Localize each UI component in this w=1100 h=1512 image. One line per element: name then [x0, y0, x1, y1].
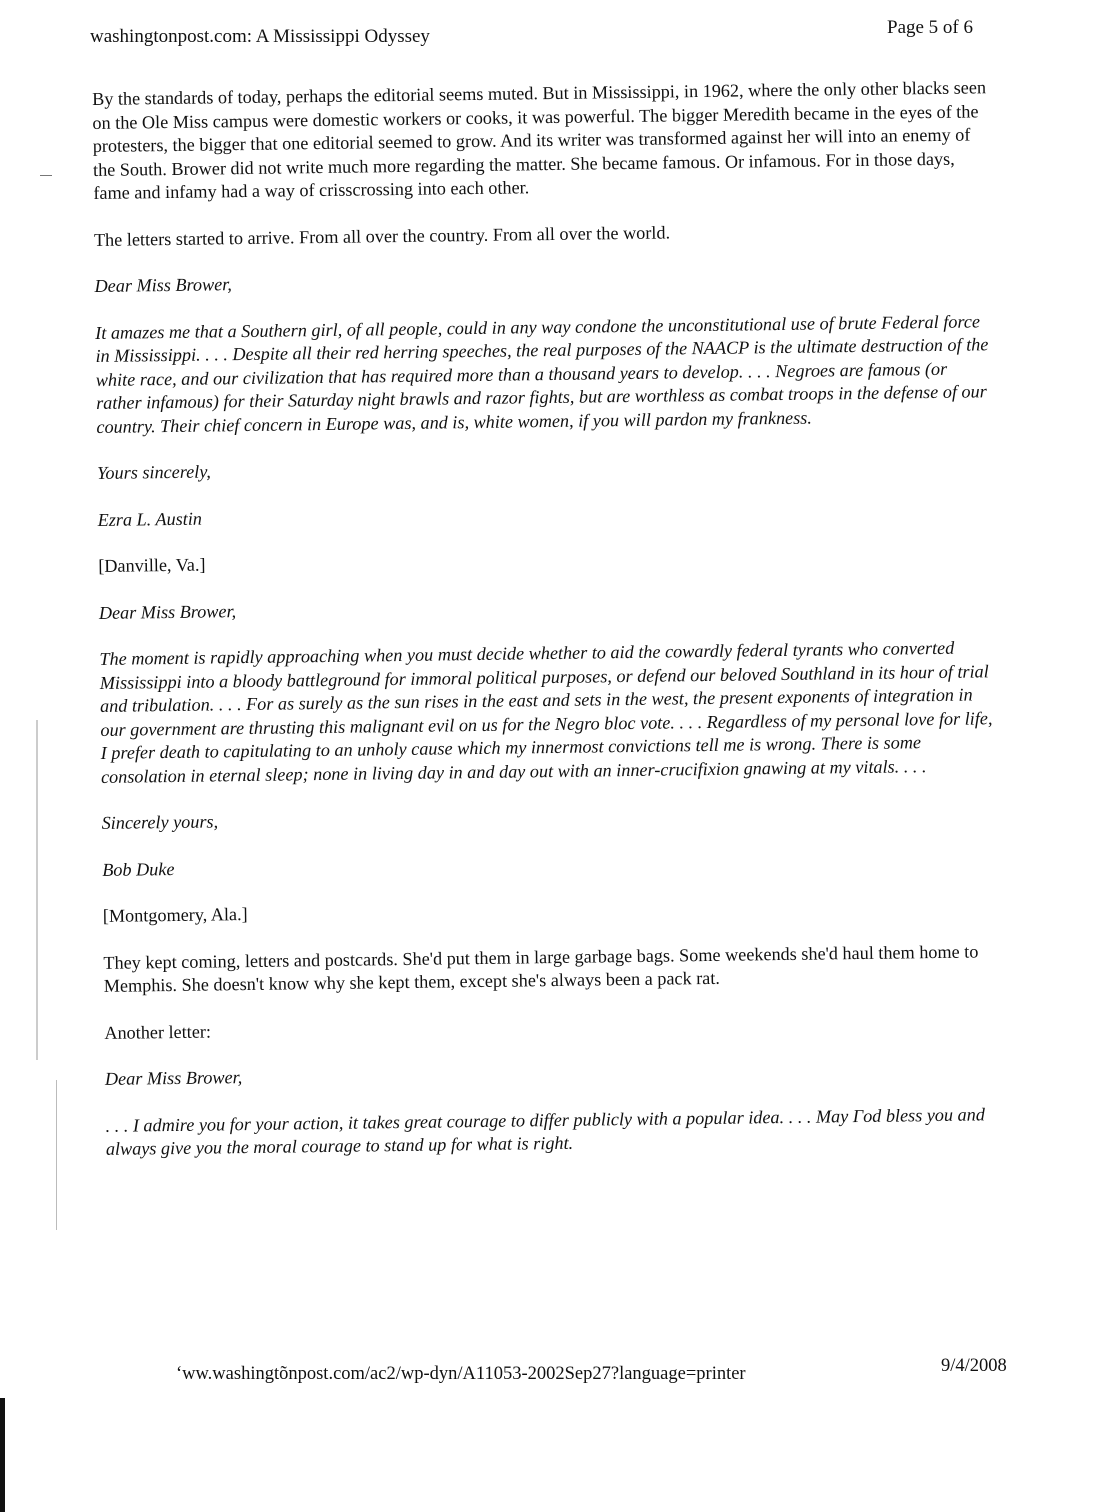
letter2-salutation: Dear Miss Brower, [98, 600, 237, 623]
letter2-place: [Montgomery, Ala.] [102, 904, 248, 926]
scan-speck [56, 1080, 57, 1230]
letter1-place: [Danville, Va.] [98, 554, 206, 576]
paragraph-kept-coming: They kept coming, letters and postcards. She'd put them in large garbage bags. Some weekends she'd haul them home to Memphis. She doesn't know why she kept them, except she's always been a pack rat. [103, 940, 979, 996]
article-body [92, 76, 1006, 1161]
letter2-text: The moment is rapidly approaching when you must decide whether to aid the cowardly federal tyrants who converted Mississippi into a bloody battleground for immoral political purposes, or defend our beloved Southland in its hour of trial and tribulation. . . . For as surely as the sun rises in the east and sets in the west, the present exponents of integration in our government are thrusting this malignant evil on us for the Negro bloc vote. . . . Regardless of my personal love for life, I prefer death to capitulating to an unholy cause which my innermost convictions tell me is wrong. There is some consolation in eternal sleep; none in living day in and day out with an inner-crucifixion gnawing at my vitals. . . . [99, 637, 993, 787]
letter3-salutation: Dear Miss Brower, [104, 1067, 243, 1089]
letter2-closing: Sincerely yours, [101, 811, 219, 833]
header-page-number: Page 5 of 6 [887, 17, 974, 38]
letter1-closing: Yours sincerely, [96, 461, 212, 483]
letter2-signature: Bob Duke [102, 858, 175, 880]
letter3-text: . . . I admire you for your action, it takes great courage to differ publicly with a popular idea. . . . May Γod bless you and always give you the moral courage to stand up for what is right. [105, 1103, 985, 1159]
scan-speck [40, 175, 52, 176]
paragraph-letters-arrive: The letters started to arrive. From all over the country. From all over the world. [93, 221, 671, 250]
footer-url: ʻww.washingtõnpost.com/ac2/wp-dyn/A11053-2002Sep27?language=printer [176, 1364, 746, 1384]
letter1-salutation: Dear Miss Brower, [94, 274, 232, 296]
header-site-title: washingtonpost.com: A Mississippi Odyssey [90, 26, 430, 47]
scan-edge-bar [0, 1398, 5, 1512]
letter1-text: It amazes me that a Southern girl, of all people, could in any way condone the unconstitutional use of brute Federal force in Mississippi. . . . Despite all their red herring speeches, the real purposes of the NAACP is the ultimate destruction of the white race, and our civilization that has required more than a thousand years to develop. . . . Negroes are famous (or rather infamous) for their Saturday night brawls and razor fights, but are worthless as combat troops in the defense of our country. Their chief concern in Europe was, and is, white women, if you will pardon my frankness. [95, 310, 989, 437]
footer-date: 9/4/2008 [941, 1356, 1007, 1376]
paragraph-editorial: By the standards of today, perhaps the editorial seems muted. But in Mississippi, in 1962, where the only other blacks seen on the Ole Miss campus were domestic workers or cooks, it was powerful. The bigger Meredith became in the eyes of the protesters, the bigger that one editorial seemed to grow. And its writer was transformed against her will into an enemy of the South. Brower did not write much more regarding the matter. She became famous. Or infamous. For in those days, fame and infamy had a way of crisscrossing into each other. [92, 77, 987, 203]
paragraph-another-letter: Another letter: [104, 1021, 212, 1043]
letter1-signature: Ezra L. Austin [97, 508, 203, 530]
scan-speck [36, 720, 38, 1060]
